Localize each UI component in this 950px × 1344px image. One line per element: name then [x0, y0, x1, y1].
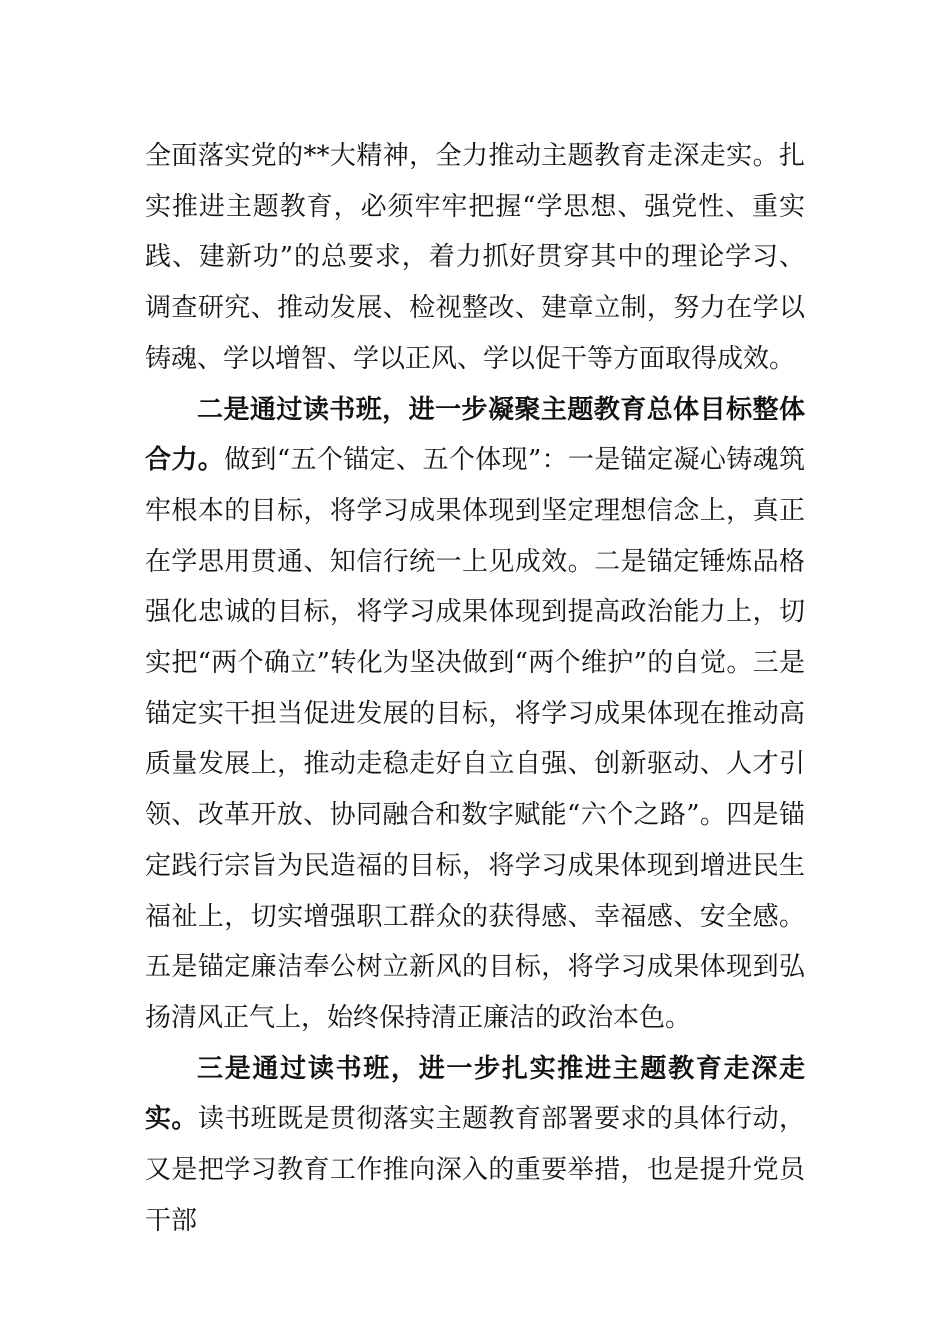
paragraph-3-lead-heading: 三是通过读书班，进一步扎实推进主题教育走深走实。	[145, 1053, 805, 1135]
document-body	[145, 131, 805, 1246]
paragraph-2-lead-heading: 二是通过读书班，进一步凝聚主题教育总体目标整体合力。	[145, 394, 805, 476]
paragraph-continuation	[145, 131, 805, 385]
paragraph-reading-class-advance	[145, 1044, 805, 1247]
paragraph-reading-class-goals	[145, 385, 805, 1044]
paragraph-2-body: 做到“五个锚定、五个体现”：一是锚定凝心铸魂筑牢根本的目标，将学习成果体现到坚定理想信念上，真正在学思用贯通、知信行统一上见成效。二是锚定锤炼品格强化忠诚的目标，将学习成果体现到提高政治能力上，切实把“两个确立”转化为坚决做到“两个维护”的自觉。三是锚定实干担当促进发展的目标，将学习成果体现在推动高质量发展上，推动走稳走好自立自强、创新驱动、人才引领、改革开放、协同融合和数字赋能“六个之路”。四是锚定践行宗旨为民造福的目标，将学习成果体现到增进民生福祉上，切实增强职工群众的获得感、幸福感、安全感。五是锚定廉洁奉公树立新风的目标，将学习成果体现到弘扬清风正气上，始终保持清正廉洁的政治本色。	[145, 445, 805, 1033]
paragraph-1-body: 全面落实党的**大精神，全力推动主题教育走深走实。扎实推进主题教育，必须牢牢把握“学思想、强党性、重实践、建新功”的总要求，着力抓好贯穿其中的理论学习、调查研究、推动发展、检视整改、建章立制，努力在学以铸魂、学以增智、学以正风、学以促干等方面取得成效。	[145, 141, 805, 374]
paragraph-3-body: 读书班既是贯彻落实主题教育部署要求的具体行动，又是把学习教育工作推向深入的重要举措，也是提升党员干部	[145, 1104, 805, 1236]
